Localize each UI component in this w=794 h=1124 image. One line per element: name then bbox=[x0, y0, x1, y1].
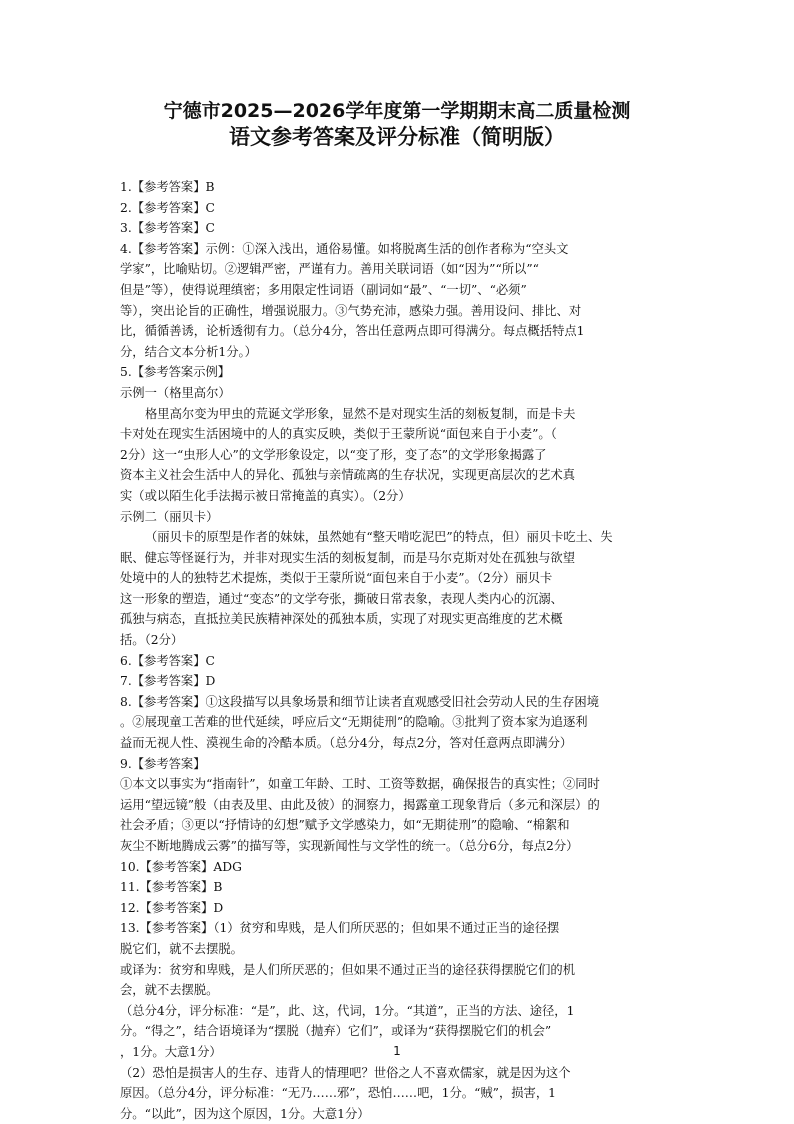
text-line: 2分）这一“虫形人心”的文学形象设定，以“变了形，变了态”的文学形象揭露了 bbox=[120, 447, 547, 462]
text-line: 1.【参考答案】B bbox=[120, 180, 215, 194]
text-line: 括。（2分） bbox=[120, 633, 184, 648]
text-line: 10.【参考答案】ADG bbox=[120, 859, 242, 874]
text-line: 3.【参考答案】C bbox=[120, 221, 215, 236]
text-line: 7.【参考答案】D bbox=[120, 674, 216, 689]
text-line: （丽贝卡的原型是作者的妹妹，虽然她有“整天啃吃泥巴”的特点，但）丽贝卡吃土、失 bbox=[145, 530, 613, 545]
text-line: 11.【参考答案】B bbox=[120, 880, 223, 895]
text-line: 示例二（丽贝卡） bbox=[120, 509, 219, 524]
text-line: 示例一（格里高尔） bbox=[120, 385, 231, 400]
text-line: 灰尘不断地腾成云雾”的描写等，实现新闻性与文学性的统一。（总分6分，每点2分） bbox=[120, 839, 579, 853]
text-line: 分，结合文本分析1分。） bbox=[120, 344, 257, 359]
text-line: 等），突出论旨的正确性，增强说服力。③气势充沛，感染力强。善用设问、排比、对 bbox=[120, 303, 582, 318]
text-line: 。②展现童工苦难的世代延续，呼应后文“无期徒刑”的隐喻。③批判了资本家为追逐利 bbox=[120, 715, 588, 730]
text-line: 这一形象的塑造，通过“变态”的文学夸张，撕破日常表象，表现人类内心的沉溺、 bbox=[120, 591, 563, 606]
text-line: 学家”，比喻贴切。②逻辑严密，严谨有力。善用关联词语（如“因为”“所以”“ bbox=[120, 262, 539, 277]
text-line: 眠、健忘等怪诞行为，并非对现实生活的刻板复制，而是马尔克斯对处在孤独与欲望 bbox=[120, 550, 575, 565]
text-line: 原因。（总分4分，评分标准：“无乃……邪”，恐怕……吧，1分。“贼”，损害，1 bbox=[120, 1086, 556, 1101]
text-line: 8.【参考答案】①这段描写以具象场景和细节让读者直观感受旧社会劳动人民的生存困境 bbox=[120, 694, 600, 709]
text-line: ，1分。大意1分） bbox=[120, 1044, 222, 1059]
text-line: 5.【参考答案示例】 bbox=[120, 365, 231, 380]
text-line: 6.【参考答案】C bbox=[120, 653, 215, 668]
text-line: 处境中的人的独特艺术提炼，类似于王蒙所说“面包来自于小麦”。（2分）丽贝卡 bbox=[120, 571, 553, 586]
text-line: （2）恐怕是损害人的生存、违背人的情理吧？世俗之人不喜欢儒家，就是因为这个 bbox=[120, 1065, 571, 1080]
text-line: 分。“以此”，因为这个原因，1分。大意1分） bbox=[120, 1106, 370, 1121]
page-number: 1 bbox=[393, 1044, 401, 1058]
text-line: 分。“得之”，结合语境译为“摆脱（抛弃）它们”，或译为“获得摆脱它们的机会” bbox=[120, 1024, 552, 1039]
text-line: 比，循循善诱，论析透彻有力。（总分4分，答出任意两点即可得满分。每点概括特点1 bbox=[120, 324, 585, 339]
text-line: 格里高尔变为甲虫的荒诞文学形象，显然不是对现实生活的刻板复制，而是卡夫 bbox=[145, 406, 576, 421]
text-line: 脱它们，就不去摆脱。 bbox=[120, 941, 243, 956]
text-line: 12.【参考答案】D bbox=[120, 900, 224, 915]
text-line: 社会矛盾；③更以“抒情诗的幻想”赋予文学感染力，如“无期徒刑”的隐喻、“棉絮和 bbox=[120, 818, 570, 833]
text-line: 益而无视人性、漠视生命的冷酷本质。（总分4分，每点2分，答对任意两点即满分） bbox=[120, 736, 573, 751]
answer-content bbox=[120, 177, 678, 1124]
text-line: 但是”等），使得说理缜密；多用限定性词语（副词如“最”、“一切”、“必须” bbox=[120, 282, 527, 297]
document-subtitle: 语文参考答案及评分标准（简明版） bbox=[229, 125, 565, 149]
text-line: 2.【参考答案】C bbox=[120, 200, 215, 215]
text-line: 4.【参考答案】示例：①深入浅出，通俗易懂。如将脱离生活的创作者称为“空头文 bbox=[120, 241, 569, 256]
text-line: 孤独与病态，直抵拉美民族精神深处的孤独本质，实现了对现实更高维度的艺术概 bbox=[120, 612, 563, 627]
text-line: 实（或以陌生化手法揭示被日常掩盖的真实）。（2分） bbox=[120, 488, 411, 503]
text-line: 9.【参考答案】 bbox=[120, 756, 206, 771]
text-line: 卡对处在现实生活困境中的人的真实反映，类似于王蒙所说“面包来自于小麦”。（ bbox=[120, 427, 557, 442]
text-line: 13.【参考答案】（1）贫穷和卑贱，是人们所厌恶的；但如果不通过正当的途径摆 bbox=[120, 921, 560, 936]
document-title: 宁德市2025—2026学年度第一学期期末高二质量检测 bbox=[163, 100, 631, 122]
text-line: 会，就不去摆脱。 bbox=[120, 983, 219, 998]
text-line: （总分4分，评分标准：“是”，此、这，代词，1分。“其道”，正当的方法、途径，1 bbox=[120, 1003, 575, 1018]
text-line: 资本主义社会生活中人的异化、孤独与亲情疏离的生存状况，实现更高层次的艺术真 bbox=[120, 468, 575, 483]
text-line: 运用“望远镜”般（由表及里、由此及彼）的洞察力，揭露童工现象背后（多元和深层）的 bbox=[120, 797, 600, 812]
text-line: 或译为：贫穷和卑贱，是人们所厌恶的；但如果不通过正当的途径获得摆脱它们的机 bbox=[120, 962, 575, 977]
text-line: ①本文以事实为“指南针”，如童工年龄、工时、工资等数据，确保报告的真实性；②同时 bbox=[120, 777, 600, 792]
